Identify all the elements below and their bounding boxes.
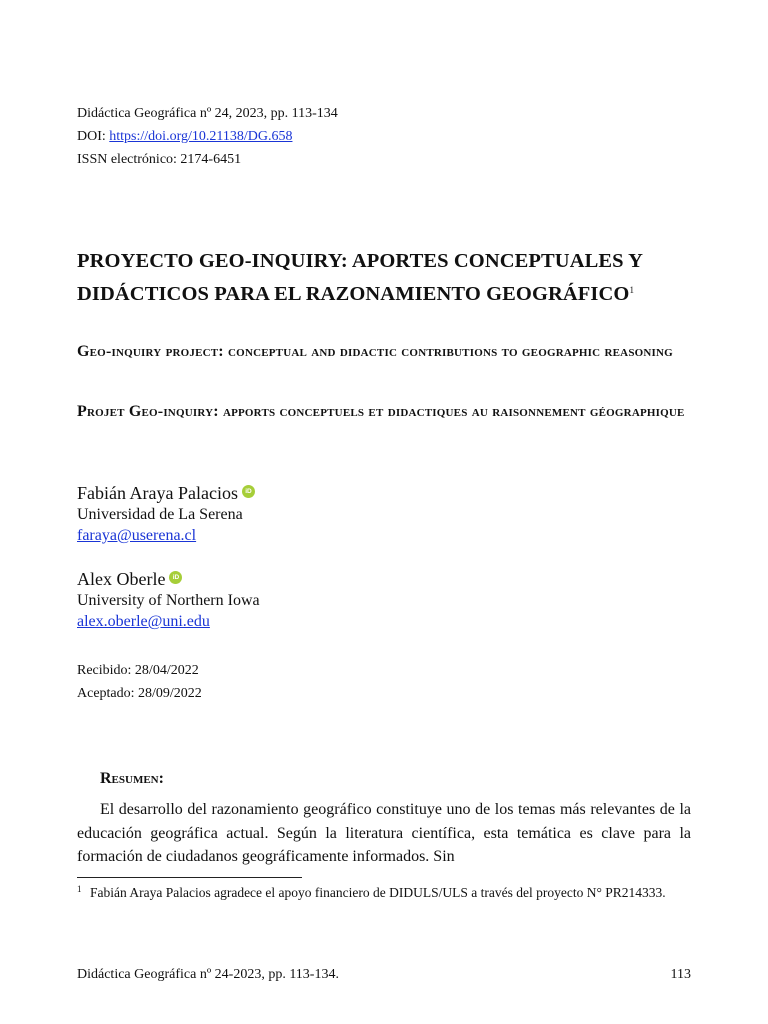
author-affiliation: Universidad de La Serena [77,506,243,523]
author-email-link[interactable]: faraya@userena.cl [77,527,197,544]
doi-label: DOI: [77,129,110,144]
french-title: Projet Geo-inquiry: apports conceptuels et didactiques au raisonnement géographique [77,403,685,420]
footnote-marker: 1 [77,884,82,894]
doi-link[interactable]: https://doi.org/10.21138/DG.658 [109,129,293,144]
article-title [77,247,693,309]
author-block-1 [77,481,255,546]
page-footer-citation: Didáctica Geográfica nº 24-2023, pp. 113-134. [77,967,339,982]
author-name-text: Alex Oberle [77,569,166,589]
orcid-icon[interactable]: iD [169,571,182,584]
abstract-body: El desarrollo del razonamiento geográfico constituye uno de los temas más relevantes de la educación geográfica actual. Según la literatura científica, esta temática es clave para la formación de ciudadanos geográficamente informados. Sin [77,801,691,865]
author-affiliation: University of Northern Iowa [77,592,260,609]
orcid-icon[interactable]: iD [242,485,255,498]
journal-citation: Didáctica Geográfica nº 24, 2023, pp. 113-134 [77,106,338,121]
journal-header [77,102,338,171]
title-footnote-marker[interactable]: 1 [629,285,635,295]
submission-dates [77,659,202,705]
footnote [77,883,691,902]
english-title: Geo-inquiry project: conceptual and didactic contributions to geographic reasoning [77,343,673,360]
author-block-2 [77,567,260,632]
page-number: 113 [670,967,691,982]
doi-line [77,125,338,148]
author-name [77,481,255,505]
accepted-date: Aceptado: 28/09/2022 [77,686,202,701]
author-email-link[interactable]: alex.oberle@uni.edu [77,613,210,630]
abstract-heading: Resumen: [100,770,164,787]
footnote-text: Fabián Araya Palacios agradece el apoyo financiero de DIDULS/ULS a través del proyecto N° PR214333. [90,885,666,900]
footnote-divider [77,877,302,878]
author-name-text: Fabián Araya Palacios [77,483,238,503]
author-name [77,567,260,591]
article-title-text: PROYECTO GEO-INQUIRY: APORTES CONCEPTUALES Y DIDÁCTICOS PARA EL RAZONAMIENTO GEOGRÁFICO [77,250,643,305]
issn-line: ISSN electrónico: 2174-6451 [77,152,242,167]
received-date: Recibido: 28/04/2022 [77,663,199,678]
